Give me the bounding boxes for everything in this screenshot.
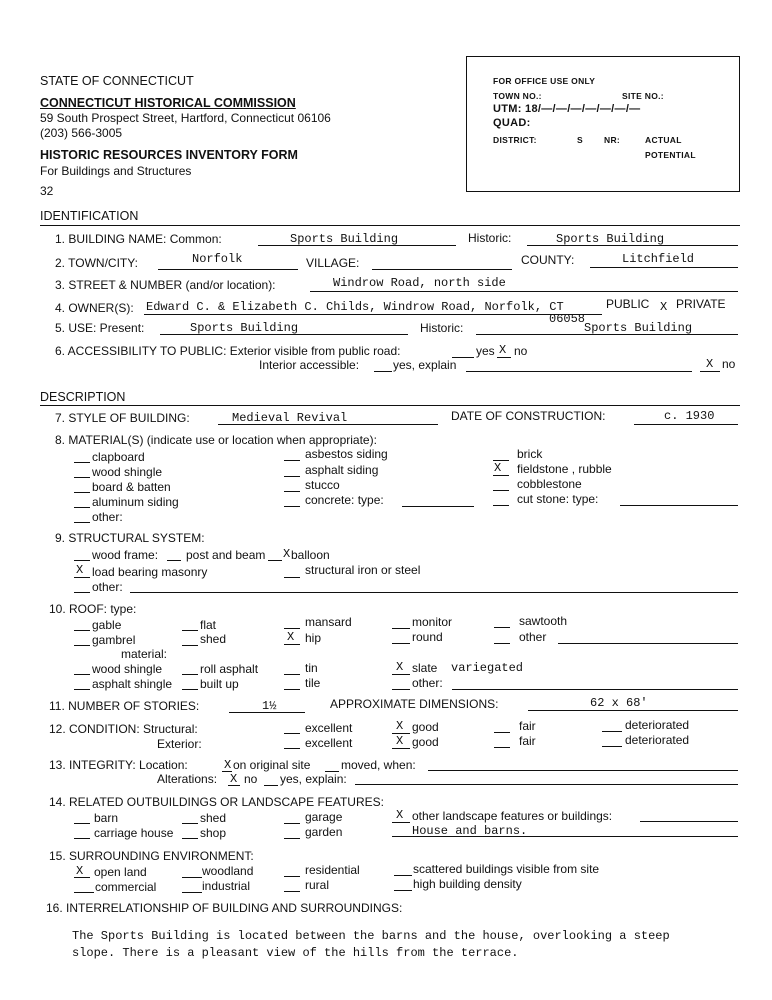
q4-zip[interactable]: 06058	[549, 312, 586, 326]
q9-post-beam[interactable]: post and beam	[186, 548, 266, 562]
q10-other2[interactable]: other:	[412, 676, 443, 690]
q10-shed-blank	[182, 645, 198, 646]
q12-det2-blank	[602, 746, 622, 747]
q6-interior-no: no	[722, 357, 736, 371]
q16-line-1[interactable]: The Sports Building is located between the barns and the house, overlooking a steep	[72, 929, 670, 943]
q10-wood-shingle-blank	[74, 674, 90, 675]
commission-phone: (203) 566-3005	[40, 126, 123, 140]
q1-historic-label: Historic:	[468, 231, 512, 245]
description-rule	[40, 405, 740, 406]
q8-cutstone[interactable]: cut stone: type:	[517, 492, 599, 506]
q15-scattered-blank	[394, 875, 412, 876]
q12-deteriorated2[interactable]: deteriorated	[625, 733, 690, 747]
q8-clapboard[interactable]: clapboard	[92, 450, 145, 464]
q6-interior-label: Interior accessible:	[259, 358, 360, 372]
q9-balloon-blank	[268, 560, 282, 561]
q2-label: 2. TOWN/CITY:	[55, 256, 138, 270]
q10-roll-blank	[182, 674, 198, 675]
q4-line	[144, 314, 602, 315]
q4-label: 4. OWNER(S):	[55, 301, 134, 315]
q15-woodland-blank	[182, 877, 202, 878]
q15-density-blank	[394, 890, 412, 891]
q10-gable[interactable]: gable	[92, 618, 122, 632]
q2-county-value[interactable]: Litchfield	[622, 252, 695, 266]
q9-load-blank	[74, 577, 90, 578]
q10-other2-line	[452, 689, 738, 690]
q2-county-label: COUNTY:	[521, 253, 575, 267]
q12-fair1-blank	[494, 732, 510, 733]
q10-asphalt-shingle[interactable]: asphalt shingle	[92, 677, 173, 691]
q8-fieldstone[interactable]: fieldstone , rubble	[517, 462, 612, 476]
q12-excellent2-blank	[284, 748, 300, 749]
q10-x1[interactable]: X	[287, 630, 295, 644]
q13-moved-line	[428, 770, 738, 771]
q1-common-value[interactable]: Sports Building	[290, 232, 399, 246]
office-site-no: SITE NO.:	[622, 91, 664, 101]
q9-x1[interactable]: X	[283, 547, 291, 561]
q12-excellent1-blank	[284, 733, 300, 734]
q8-brick[interactable]: brick	[517, 447, 543, 461]
q15-commercial[interactable]: commercial	[95, 880, 157, 894]
q13-alterations-label: Alterations:	[157, 772, 218, 786]
q12-fair1[interactable]: fair	[519, 719, 536, 733]
q10-wood-shingle[interactable]: wood shingle	[92, 662, 163, 676]
q10-asphalt-shingle-blank	[74, 689, 90, 690]
q10-built-up-blank	[182, 689, 198, 690]
q10-mansard[interactable]: mansard	[305, 615, 352, 629]
q5-label: 5. USE: Present:	[55, 321, 145, 335]
q9-other[interactable]: other:	[92, 580, 123, 594]
q12-excellent1[interactable]: excellent	[305, 721, 353, 735]
q12-excellent2[interactable]: excellent	[305, 736, 353, 750]
q10-variegated[interactable]: variegated	[451, 661, 524, 675]
q14-other[interactable]: other landscape features or buildings:	[412, 809, 613, 823]
q11-dim-line	[528, 710, 738, 711]
q6-explain-line	[466, 371, 692, 372]
q15-woodland[interactable]: woodland	[202, 864, 254, 878]
q8-label: 8. MATERIAL(S) (indicate use or location when appropriate):	[55, 433, 377, 447]
q10-flat-blank	[182, 630, 198, 631]
q6-interior-x-line	[700, 371, 720, 372]
q10-roll-asphalt[interactable]: roll asphalt	[200, 662, 259, 676]
q11-value[interactable]: 1½	[262, 699, 277, 713]
q8-wood-shingle-blank	[74, 477, 90, 478]
q12-x1[interactable]: X	[396, 719, 404, 733]
q6-interior-yes-line	[374, 371, 392, 372]
q10-other1-line	[558, 643, 738, 644]
q10-sawtooth[interactable]: sawtooth	[519, 614, 568, 628]
q6-label: 6. ACCESSIBILITY TO PUBLIC: Exterior visible from public road:	[55, 344, 401, 358]
q6-x[interactable]: X	[499, 343, 507, 357]
q14-barn[interactable]: barn	[94, 811, 119, 825]
q4-public: PUBLIC	[606, 297, 650, 311]
q15-rural-blank	[284, 891, 300, 892]
q10-shed[interactable]: shed	[200, 632, 227, 646]
q13-no[interactable]: no	[244, 772, 258, 786]
form-title: HISTORIC RESOURCES INVENTORY FORM	[40, 148, 298, 162]
q13-x1[interactable]: X	[224, 758, 232, 772]
q9-load[interactable]: load bearing masonry	[92, 565, 208, 579]
q15-open-blank	[74, 877, 90, 878]
q5-historic-value[interactable]: Sports Building	[584, 321, 693, 335]
q2-town-value[interactable]: Norfolk	[192, 252, 243, 266]
form-subtitle: For Buildings and Structures	[40, 164, 192, 178]
q15-scattered[interactable]: scattered buildings visible from site	[413, 862, 600, 876]
q2-village-line	[372, 269, 512, 270]
q14-shop[interactable]: shop	[200, 826, 227, 840]
q10-label: 10. ROOF: type:	[49, 602, 137, 616]
q8-fieldstone-blank	[493, 475, 509, 476]
q6-yes: yes	[476, 344, 495, 358]
office-potential: POTENTIAL	[645, 150, 696, 160]
q10-tile-blank	[284, 689, 300, 690]
q9-iron-blank	[284, 577, 300, 578]
q14-x[interactable]: X	[396, 808, 404, 822]
q7-date-label: DATE OF CONSTRUCTION:	[451, 409, 606, 423]
q14-garden[interactable]: garden	[305, 825, 343, 839]
q10-built-up[interactable]: built up	[200, 677, 239, 691]
q10-tin[interactable]: tin	[305, 661, 318, 675]
q8-concrete-line	[402, 506, 474, 507]
q7-date-line	[634, 424, 738, 425]
q15-rural[interactable]: rural	[305, 878, 330, 892]
q12-fair2-blank	[494, 747, 510, 748]
q10-gambrel[interactable]: gambrel	[92, 633, 136, 647]
q15-label: 15. SURROUNDING ENVIRONMENT:	[49, 849, 254, 863]
q9-balloon[interactable]: balloon	[291, 548, 330, 562]
q15-industrial[interactable]: industrial	[202, 879, 251, 893]
q10-other1-blank	[494, 643, 510, 644]
q10-gable-blank	[74, 630, 90, 631]
q8-aluminum-blank	[74, 507, 90, 508]
q15-high-density[interactable]: high building density	[413, 877, 522, 891]
form-number: 32	[40, 184, 54, 198]
q7-label: 7. STYLE OF BUILDING:	[55, 411, 190, 425]
q12-x2[interactable]: X	[396, 734, 404, 748]
q6-no: no	[514, 344, 528, 358]
q2-county-line	[590, 267, 738, 268]
q1-historic-value[interactable]: Sports Building	[556, 232, 665, 246]
q2-town-line	[158, 269, 298, 270]
q14-garage[interactable]: garage	[305, 810, 343, 824]
q6-interior-x[interactable]: X	[706, 357, 714, 371]
q14-garden-blank	[284, 838, 300, 839]
office-use-title: FOR OFFICE USE ONLY	[493, 76, 596, 86]
q9-x2[interactable]: X	[76, 563, 84, 577]
q13-explain-line	[355, 784, 738, 785]
q13-yes-blank	[264, 785, 278, 786]
q8-asphalt-blank	[284, 476, 300, 477]
q6-x-line	[497, 357, 511, 358]
identification-heading: IDENTIFICATION	[40, 209, 139, 223]
q10-slate-blank	[392, 674, 410, 675]
q14-value-line	[392, 836, 738, 837]
q15-residential[interactable]: residential	[305, 863, 360, 877]
q10-monitor[interactable]: monitor	[412, 615, 453, 629]
q8-stucco-blank	[284, 491, 300, 492]
q10-other2-blank	[392, 689, 410, 690]
q8-x[interactable]: X	[494, 461, 502, 475]
q13-moved[interactable]: moved, when:	[341, 758, 416, 772]
q12-label: 12. CONDITION: Structural:	[49, 722, 198, 736]
q9-other-line	[130, 592, 738, 593]
q10-tin-blank	[284, 674, 300, 675]
office-town-no: TOWN NO.:	[493, 91, 542, 101]
q10-slate[interactable]: slate	[412, 661, 438, 675]
q12-good2[interactable]: good	[412, 735, 439, 749]
identification-rule	[40, 225, 740, 226]
q12-good1[interactable]: good	[412, 720, 439, 734]
q8-cutstone-blank	[493, 505, 509, 506]
q8-stucco[interactable]: stucco	[305, 478, 340, 492]
commission-address: 59 South Prospect Street, Hartford, Connecticut 06106	[40, 111, 331, 125]
q13-yes-explain[interactable]: yes, explain:	[280, 772, 347, 786]
q9-iron[interactable]: structural iron or steel	[305, 563, 421, 577]
q5-present-value[interactable]: Sports Building	[190, 321, 299, 335]
q8-cutstone-line	[620, 505, 738, 506]
q15-x[interactable]: X	[76, 864, 84, 878]
q5-historic-label: Historic:	[420, 321, 464, 335]
q14-carriage[interactable]: carriage house	[94, 826, 174, 840]
q8-asbestos[interactable]: asbestos siding	[305, 447, 388, 461]
q10-sawtooth-blank	[494, 627, 510, 628]
q14-other-line	[640, 821, 738, 822]
office-s: S	[577, 135, 583, 145]
q9-wood-frame[interactable]: wood frame:	[92, 548, 159, 562]
q12-exterior-label: Exterior:	[157, 737, 202, 751]
q10-other1[interactable]: other	[519, 630, 547, 644]
q12-det1-blank	[602, 731, 622, 732]
office-quad: QUAD:	[493, 117, 531, 129]
q14-value[interactable]: House and barns.	[412, 824, 528, 838]
q8-asbestos-blank	[284, 460, 300, 461]
q15-open-land[interactable]: open land	[94, 865, 147, 879]
q13-label: 13. INTEGRITY: Location:	[49, 758, 188, 772]
q10-hip-blank	[284, 644, 300, 645]
q12-good2-blank	[392, 748, 410, 749]
office-district: DISTRICT:	[493, 135, 537, 145]
q11-dim-label: APPROXIMATE DIMENSIONS:	[330, 697, 499, 711]
q9-other-blank	[74, 592, 90, 593]
q10-gambrel-blank	[74, 645, 90, 646]
q8-concrete[interactable]: concrete: type:	[305, 493, 384, 507]
q14-barn-blank	[74, 823, 90, 824]
q10-hip[interactable]: hip	[305, 631, 322, 645]
q3-line	[310, 291, 738, 292]
q8-board-batten-blank	[74, 492, 90, 493]
q8-aluminum[interactable]: aluminum siding	[92, 495, 179, 509]
q10-monitor-blank	[392, 628, 410, 629]
q3-label: 3. STREET & NUMBER (and/or location):	[55, 278, 276, 292]
commission-name: CONNECTICUT HISTORICAL COMMISSION	[40, 96, 296, 110]
q15-residential-blank	[284, 876, 300, 877]
q10-x2[interactable]: X	[396, 660, 404, 674]
q10-mansard-blank	[284, 628, 300, 629]
q13-no-blank	[228, 785, 240, 786]
q14-label: 14. RELATED OUTBUILDINGS OR LANDSCAPE FEATURES:	[49, 795, 384, 809]
q10-flat[interactable]: flat	[200, 618, 217, 632]
q7-date-value[interactable]: c. 1930	[664, 409, 715, 423]
q7-value[interactable]: Medieval Revival	[232, 411, 348, 425]
q9-wood-blank	[74, 560, 90, 561]
q14-garage-blank	[284, 823, 300, 824]
q4-value[interactable]: Edward C. & Elizabeth C. Childs, Windrow Road, Norfolk, CT	[146, 300, 564, 314]
q13-original[interactable]: on original site	[233, 758, 311, 772]
q12-fair2[interactable]: fair	[519, 734, 536, 748]
q10-material: material:	[121, 647, 168, 661]
q8-cobblestone-blank	[493, 490, 509, 491]
q12-deteriorated1[interactable]: deteriorated	[625, 718, 690, 732]
q4-private: PRIVATE	[676, 297, 726, 311]
q9-post-blank	[167, 560, 181, 561]
q8-other[interactable]: other:	[92, 510, 123, 524]
q16-label: 16. INTERRELATIONSHIP OF BUILDING AND SURROUNDINGS:	[46, 901, 403, 915]
q8-wood-shingle[interactable]: wood shingle	[92, 465, 163, 479]
office-actual: ACTUAL	[645, 135, 682, 145]
q14-carriage-blank	[74, 838, 90, 839]
q8-other-blank	[74, 522, 90, 523]
q13-x2[interactable]: X	[230, 772, 238, 786]
office-nr: NR:	[604, 135, 621, 145]
q15-industrial-blank	[182, 892, 202, 893]
q8-clapboard-blank	[74, 462, 90, 463]
q16-line-2[interactable]: slope. There is a pleasant view of the hills from the terrace.	[72, 946, 519, 960]
q14-shed[interactable]: shed	[200, 811, 227, 825]
q10-tile[interactable]: tile	[305, 676, 321, 690]
q11-label: 11. NUMBER OF STORIES:	[49, 699, 200, 713]
q1-label: 1. BUILDING NAME: Common:	[55, 232, 222, 246]
q14-shed-blank	[182, 823, 198, 824]
q11-dim-value[interactable]: 62 x 68'	[590, 696, 648, 710]
office-utm: UTM: 18/—/—/—/—/—/—/—	[493, 103, 641, 115]
q10-round-blank	[392, 643, 410, 644]
q4-x[interactable]: X	[660, 300, 668, 314]
q10-round[interactable]: round	[412, 630, 443, 644]
q8-concrete-blank	[284, 506, 300, 507]
q9-label: 9. STRUCTURAL SYSTEM:	[55, 531, 205, 545]
q8-board-batten[interactable]: board & batten	[92, 480, 171, 494]
q3-value[interactable]: Windrow Road, north side	[333, 276, 506, 290]
q14-other-blank	[392, 822, 410, 823]
q14-shop-blank	[182, 838, 198, 839]
q8-asphalt[interactable]: asphalt siding	[305, 463, 379, 477]
q6-interior-yes: yes, explain	[393, 358, 457, 372]
q8-cobblestone[interactable]: cobblestone	[517, 477, 582, 491]
q15-commercial-blank	[74, 892, 94, 893]
q2-village-label: VILLAGE:	[306, 256, 360, 270]
state-name: STATE OF CONNECTICUT	[40, 74, 194, 88]
description-heading: DESCRIPTION	[40, 390, 126, 404]
